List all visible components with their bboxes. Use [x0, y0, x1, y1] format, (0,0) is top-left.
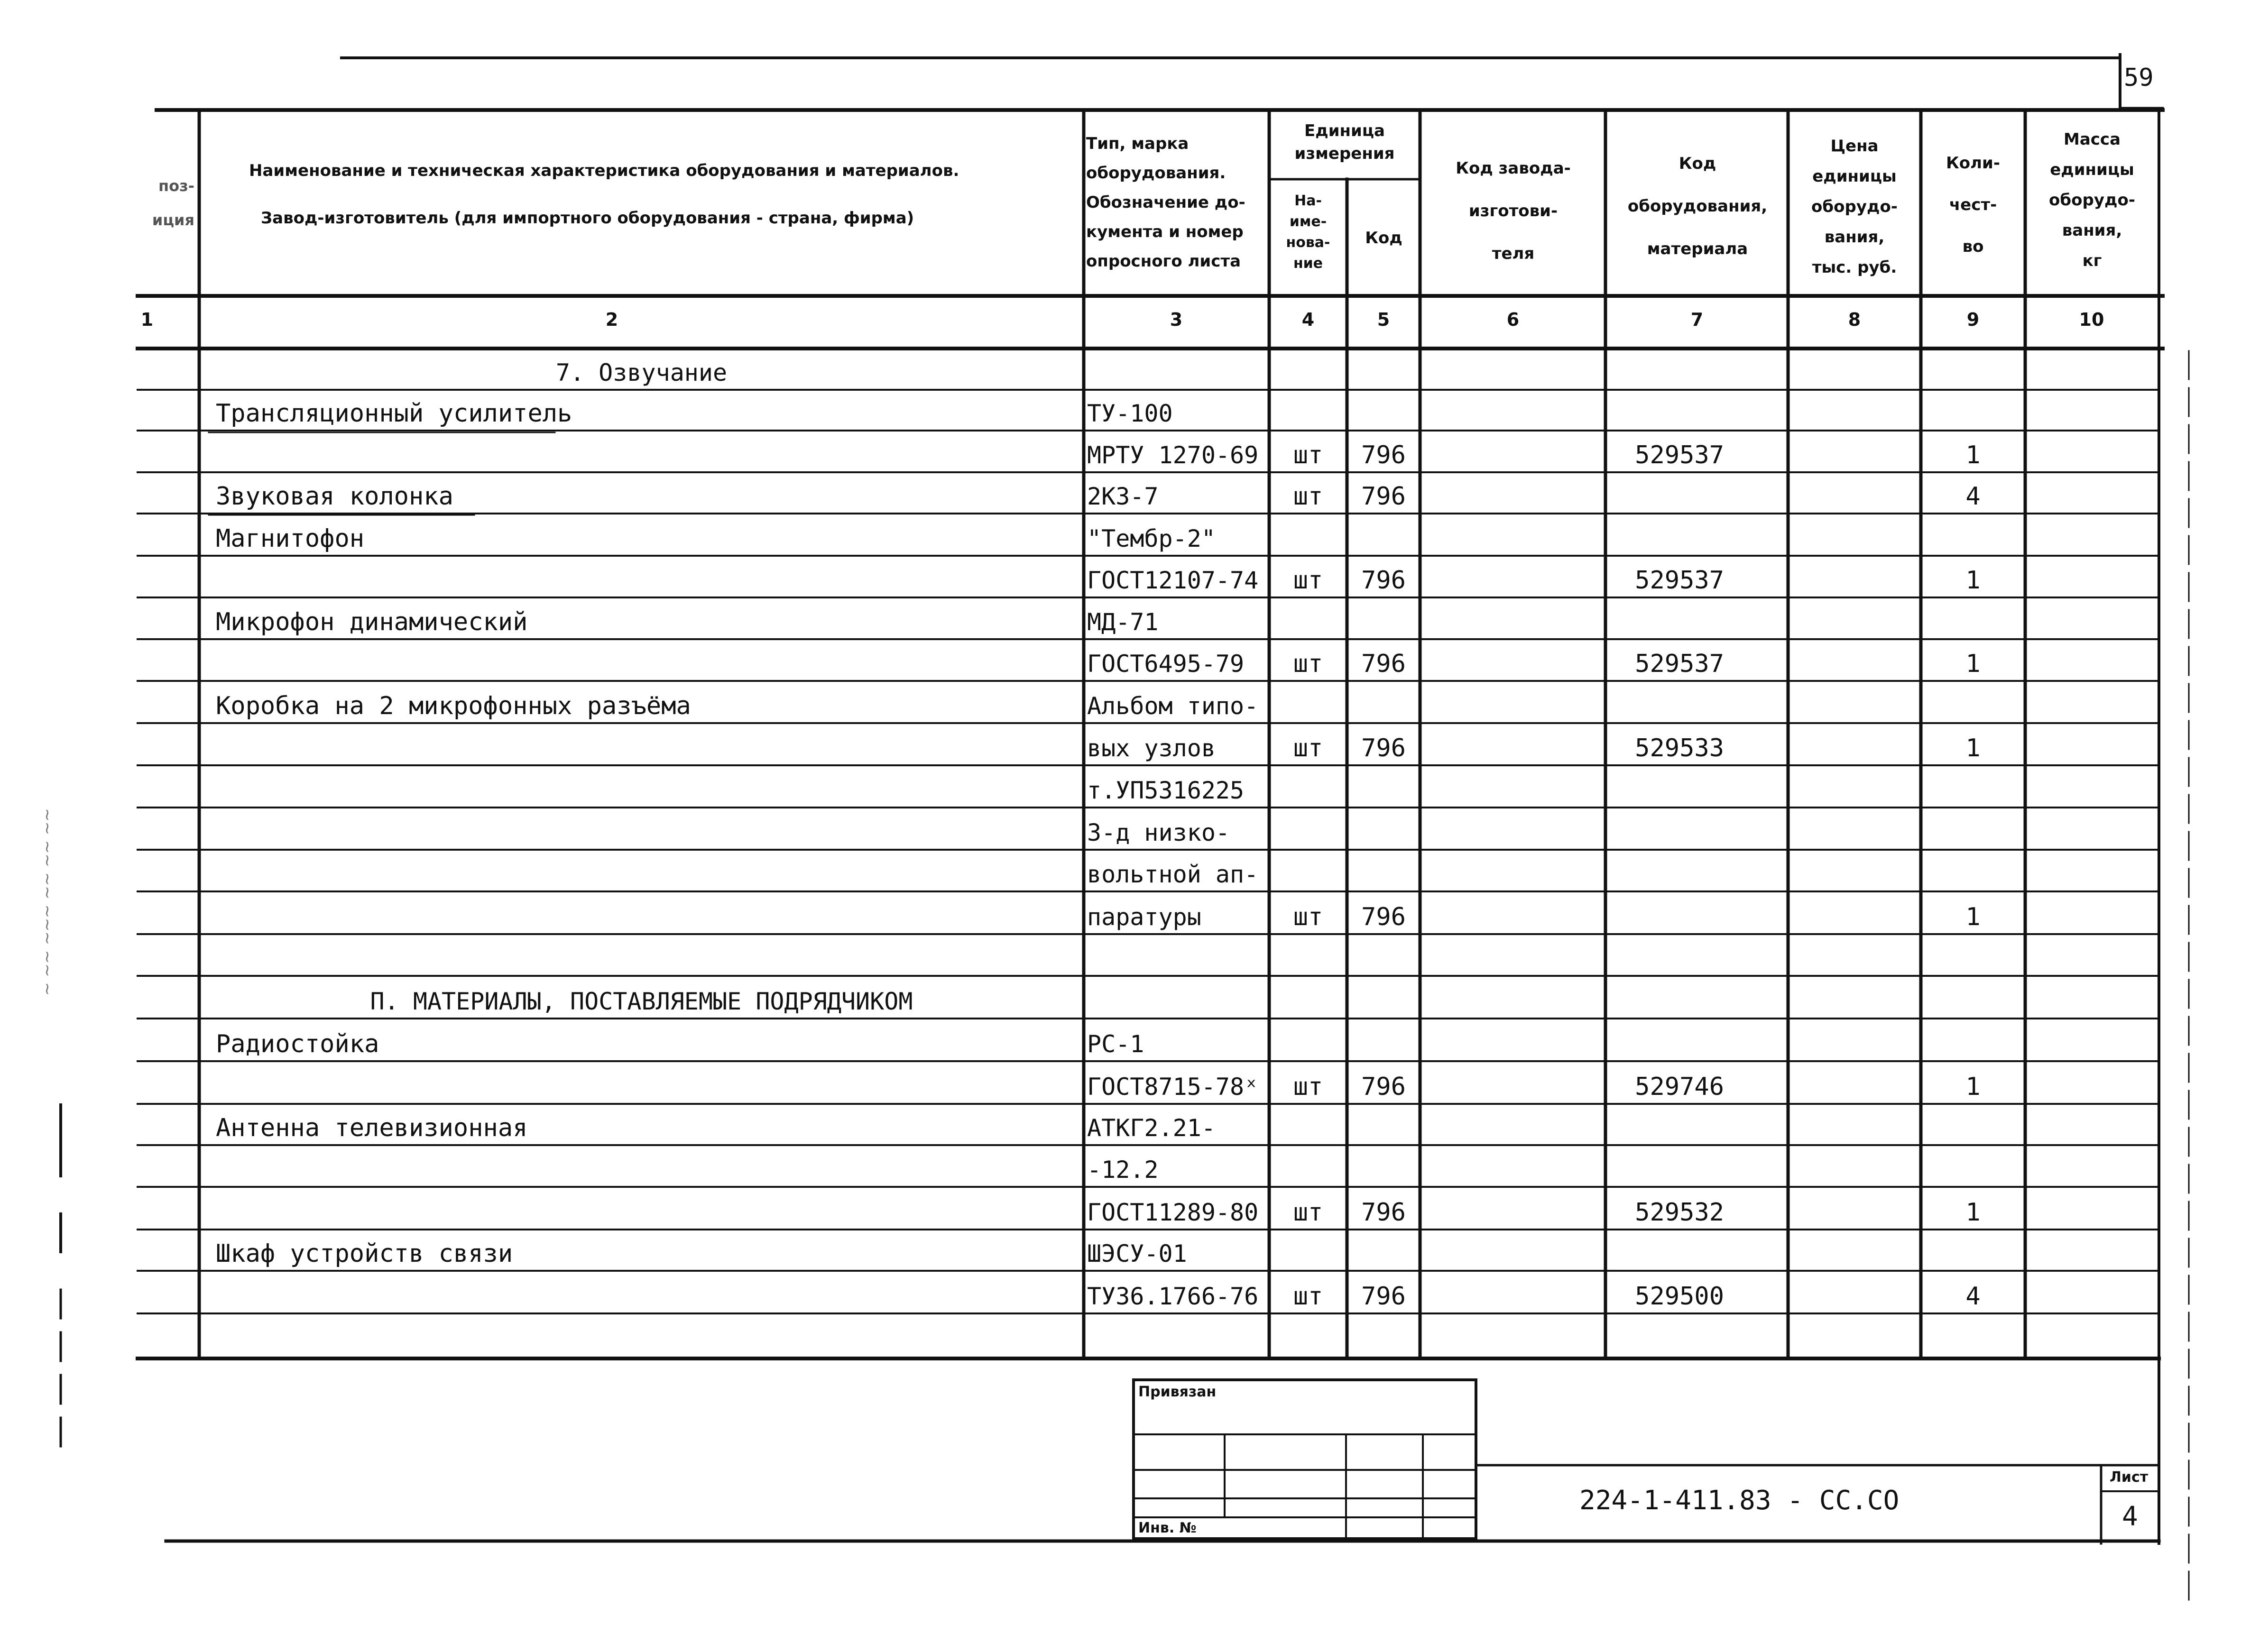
- equipment-code: 529537: [1635, 441, 1724, 469]
- item-type: 2КЗ-7: [1087, 483, 1159, 510]
- sheet-label: Лист: [2110, 1469, 2149, 1486]
- column-number: 1: [140, 309, 154, 330]
- item-type: ШЭСУ-01: [1087, 1240, 1187, 1267]
- item-name: Шкаф устройств связи: [216, 1239, 513, 1268]
- item-type: 3-д низко-: [1087, 819, 1230, 846]
- unit-code: 796: [1361, 566, 1406, 595]
- unit-name: шт: [1293, 1282, 1323, 1311]
- item-type: МРТУ 1270-69: [1087, 441, 1259, 469]
- column-number: 3: [1170, 309, 1183, 330]
- column-number: 10: [2079, 309, 2104, 330]
- item-type: ТУ36.1766-76: [1087, 1283, 1259, 1310]
- header-col-10: Масса единицы оборудо- вания, кг: [2049, 130, 2135, 270]
- item-type: -12.2: [1087, 1156, 1159, 1184]
- column-number: 9: [1966, 309, 1980, 330]
- column-number: 8: [1848, 309, 1861, 330]
- header-col-9: Коли- чест- во: [1946, 154, 2000, 256]
- section-heading: 7. Озвучание: [555, 359, 728, 386]
- item-type: ГОСТ8715-78ˣ: [1087, 1073, 1259, 1101]
- unit-name: шт: [1293, 441, 1323, 469]
- item-type: Альбом типо-: [1087, 692, 1259, 720]
- quantity: 1: [1965, 650, 1981, 678]
- equipment-code: 529537: [1635, 650, 1724, 678]
- sheet-number: 4: [2122, 1501, 2138, 1532]
- quantity: 1: [1965, 1198, 1981, 1227]
- equipment-code: 529746: [1635, 1073, 1724, 1101]
- unit-code: 796: [1361, 1282, 1406, 1311]
- item-type: "Тембр-2": [1087, 525, 1216, 552]
- header-col-4: На- име- нова- ние: [1286, 193, 1330, 272]
- header-col-3: Тип, марка оборудования. Обозначение до- кумента и номер опросного листа: [1086, 134, 1245, 271]
- item-type: ТУ-100: [1087, 400, 1173, 427]
- item-type: ГОСТ11289-80: [1087, 1199, 1259, 1226]
- unit-name: шт: [1293, 482, 1323, 511]
- item-type: ГОСТ12107-74: [1087, 567, 1259, 594]
- item-type: РС-1: [1087, 1030, 1144, 1058]
- unit-name: шт: [1293, 566, 1323, 595]
- column-number: 4: [1301, 309, 1315, 330]
- quantity: 1: [1965, 441, 1981, 469]
- header-col-1: поз- иция: [152, 177, 194, 229]
- bound-label: Привязан: [1138, 1384, 1217, 1400]
- unit-code: 796: [1361, 650, 1406, 678]
- unit-name: шт: [1293, 903, 1323, 931]
- quantity: 1: [1965, 566, 1981, 595]
- quantity: 1: [1965, 1073, 1981, 1101]
- unit-name: шт: [1293, 734, 1323, 762]
- quantity: 4: [1965, 482, 1981, 511]
- unit-name: шт: [1293, 1073, 1323, 1101]
- unit-code: 796: [1361, 441, 1406, 469]
- unit-code: 796: [1361, 1198, 1406, 1227]
- item-type: паратуры: [1087, 903, 1201, 931]
- column-number: 2: [605, 309, 618, 330]
- header-col-6: Код завода- изготови- теля: [1456, 159, 1571, 263]
- equipment-code: 529500: [1635, 1282, 1724, 1311]
- svg-text:~ ~~ ~~~ ~~ ~~ ~~: ~ ~~ ~~~ ~~ ~~ ~~: [37, 808, 56, 996]
- item-name: Звуковая колонка: [216, 482, 453, 511]
- header-col-7: Код оборудования, материала: [1627, 154, 1768, 258]
- header-unit-group: Единица измерения: [1294, 121, 1395, 163]
- item-type: ГОСТ6495-79: [1087, 650, 1245, 678]
- item-name: Антенна телевизионная: [216, 1114, 528, 1142]
- equipment-code: 529533: [1635, 734, 1724, 762]
- quantity: 1: [1965, 734, 1981, 762]
- unit-code: 796: [1361, 903, 1406, 931]
- unit-code: 796: [1361, 734, 1406, 762]
- inventory-number-label: Инв. №: [1138, 1520, 1197, 1536]
- unit-name: шт: [1293, 1198, 1323, 1227]
- column-number: 6: [1506, 309, 1520, 330]
- equipment-code: 529537: [1635, 566, 1724, 595]
- quantity: 1: [1965, 903, 1981, 931]
- section-heading: П. МАТЕРИАЛЫ, ПОСТАВЛЯЕМЫЕ ПОДРЯДЧИКОМ: [370, 988, 913, 1015]
- item-type: вых узлов: [1087, 734, 1216, 762]
- column-number: 5: [1377, 309, 1390, 330]
- page-number: 59: [2124, 64, 2154, 92]
- equipment-code: 529532: [1635, 1198, 1724, 1227]
- item-type: вольтной ап-: [1087, 861, 1259, 888]
- item-name: Магнитофон: [216, 524, 365, 553]
- item-name: Коробка на 2 микрофонных разъёма: [216, 692, 691, 720]
- unit-name: шт: [1293, 650, 1323, 678]
- header-col-8: Цена единицы оборудо- вания, тыс. руб.: [1811, 137, 1898, 277]
- item-type: МД-71: [1087, 608, 1159, 636]
- unit-code: 796: [1361, 482, 1406, 511]
- quantity: 4: [1965, 1282, 1981, 1311]
- header-col-5: Код: [1365, 229, 1402, 248]
- item-type: АТКГ2.21-: [1087, 1114, 1216, 1142]
- item-name: Радиостойка: [216, 1030, 379, 1058]
- header-col-2-line-2: Завод-изготовитель (для импортного оборудования - страна, фирма): [261, 209, 914, 228]
- document-code: 224-1-411.83 - СС.СО: [1579, 1485, 1900, 1516]
- item-name: Микрофон динамический: [216, 608, 528, 636]
- item-name: Трансляционный усилитель: [216, 399, 572, 428]
- column-number: 7: [1690, 309, 1704, 330]
- item-type: т.УП5316225: [1087, 777, 1245, 804]
- header-col-2-line-1: Наименование и техническая характеристика оборудования и материалов.: [249, 161, 959, 180]
- unit-code: 796: [1361, 1073, 1406, 1101]
